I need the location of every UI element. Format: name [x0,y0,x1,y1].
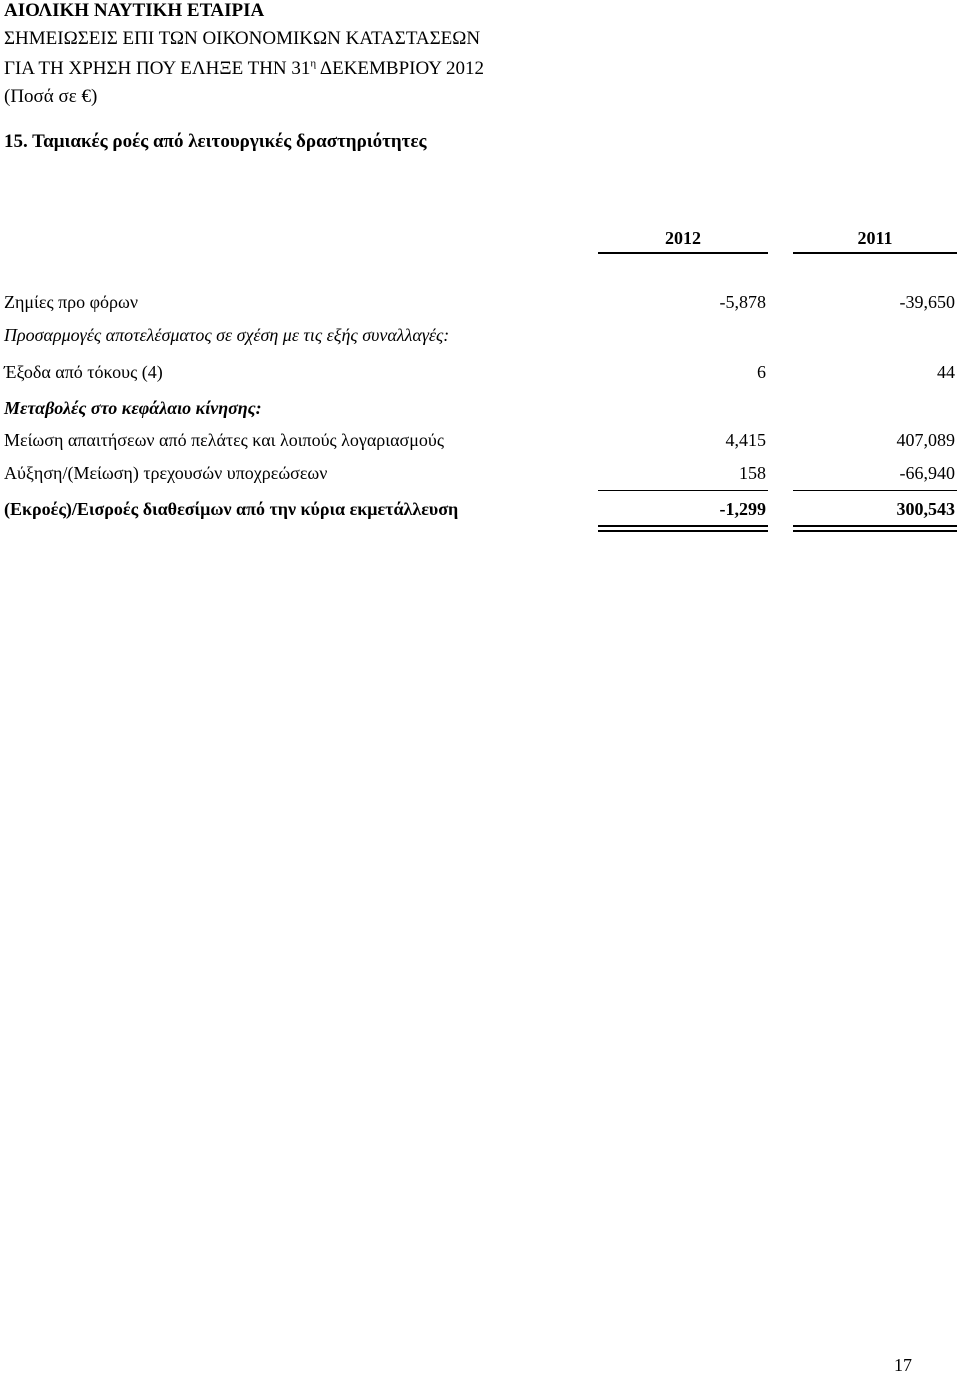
row-value-2011-interest-expense: 44 [937,362,955,382]
period-superscript: η [310,57,317,70]
row-label-working-capital-changes: Μεταβολές στο κεφάλαιο κίνησης: [4,398,262,418]
subtotal-rule-2011 [793,490,957,491]
row-value-2012-decrease-receivables: 4,415 [725,430,766,450]
company-name: ΑΙΟΛΙΚΗ ΝΑΥΤΙΚΗ ΕΤΑΙΡΙΑ [4,0,265,21]
row-label-adjustments: Προσαρμογές αποτελέσματος σε σχέση με τις εξής συναλλαγές: [4,325,450,345]
period-suffix: ΔΕΚΕΜΒΡΙΟΥ 2012 [316,58,485,79]
column-header-underline-2011 [793,252,957,254]
row-label-decrease-receivables: Μείωση απαιτήσεων από πελάτες και λοιπούς λογαριασμούς [4,430,444,450]
row-label-loss-before-tax: Ζημίες προ φόρων [4,292,139,312]
row-value-2011-decrease-receivables: 407,089 [896,430,955,450]
row-value-2011-loss-before-tax: -39,650 [899,292,955,312]
row-value-2012-loss-before-tax: -5,878 [719,292,766,312]
header-line-notes: ΣΗΜΕΙΩΣΕΙΣ ΕΠΙ ΤΩΝ ΟΙΚΟΝΟΜΙΚΩΝ ΚΑΤΑΣΤΑΣΕΩΝ [4,28,481,49]
row-value-2011-change-current-liabilities: -66,940 [899,463,955,483]
period-prefix: ΓΙΑ ΤΗ ΧΡΗΣΗ ΠΟΥ ΕΛΗΞΕ ΤΗΝ 31 [4,58,311,79]
row-value-2012-interest-expense: 6 [757,362,766,382]
total-double-rule-top-2011 [793,525,957,527]
row-label-change-current-liabilities: Αύξηση/(Μείωση) τρεχουσών υποχρεώσεων [4,463,328,483]
row-value-2011-operating-cash-flow: 300,543 [896,499,955,519]
column-header-underline-2012 [598,252,768,254]
row-label-operating-cash-flow: (Εκροές)/Εισροές διαθεσίμων από την κύρια εκμετάλλευση [4,499,459,519]
column-header-2012: 2012 [665,228,701,248]
header-line-period [4,58,484,80]
total-double-rule-bottom-2012 [598,530,768,532]
subtotal-rule-2012 [598,490,768,491]
total-double-rule-top-2012 [598,525,768,527]
currency-note: (Ποσά σε €) [4,86,98,107]
column-header-2011: 2011 [857,228,893,248]
total-double-rule-bottom-2011 [793,530,957,532]
row-value-2012-operating-cash-flow: -1,299 [719,499,766,519]
row-label-interest-expense: Έξοδα από τόκους (4) [4,362,163,382]
page-number: 17 [894,1355,912,1375]
section-title: 15. Ταμιακές ροές από λειτουργικές δραστηριότητες [4,131,427,152]
row-value-2012-change-current-liabilities: 158 [739,463,766,483]
